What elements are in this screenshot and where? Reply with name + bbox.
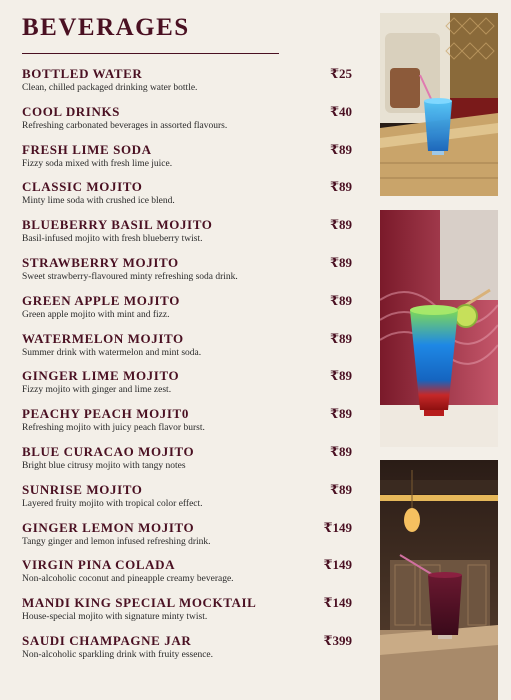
- item-name: PEACHY PEACH MOJIT0: [22, 406, 189, 422]
- menu-item: [22, 331, 352, 369]
- item-description: House-special mojito with signature minty twist.: [22, 612, 208, 623]
- menu-item: [22, 66, 352, 104]
- menu-item: [22, 595, 352, 633]
- item-price: ₹89: [329, 330, 352, 346]
- item-price: ₹149: [323, 557, 352, 573]
- menu-item: [22, 217, 352, 255]
- item-description: Minty lime soda with crushed ice blend.: [22, 196, 175, 207]
- item-description: Layered fruity mojito with tropical color effect.: [22, 498, 203, 509]
- item-price: ₹89: [329, 292, 352, 308]
- item-price: ₹40: [329, 103, 352, 119]
- item-price: ₹25: [329, 66, 352, 81]
- item-price: ₹89: [329, 254, 352, 270]
- menu-item: [22, 557, 352, 595]
- item-price: ₹89: [329, 368, 352, 384]
- layered-mojito-photo: [380, 210, 498, 447]
- menu-item: [22, 520, 352, 558]
- page-title: BEVERAGES: [22, 14, 190, 41]
- item-price: ₹89: [329, 443, 352, 459]
- menu-item: [22, 179, 352, 217]
- item-name: GINGER LIME MOJITO: [22, 368, 180, 384]
- item-price: ₹149: [323, 519, 352, 535]
- blue-drink-photo: [380, 13, 498, 196]
- item-price: ₹399: [323, 632, 352, 648]
- menu-item: [22, 482, 352, 520]
- menu-item: [22, 142, 352, 180]
- item-name: WATERMELON MOJITO: [22, 330, 184, 346]
- item-description: Sweet strawberry-flavoured minty refreshing soda drink.: [22, 271, 238, 282]
- menu-item: [22, 368, 352, 406]
- item-name: MANDI KING SPECIAL MOCKTAIL: [22, 595, 257, 611]
- item-name: CLASSIC MOJITO: [22, 179, 143, 195]
- item-name: BOTTLED WATER: [22, 66, 143, 81]
- item-name: GINGER LEMON MOJITO: [22, 519, 195, 535]
- item-price: ₹89: [329, 406, 352, 422]
- beverage-menu-list: [22, 66, 352, 671]
- menu-item: [22, 633, 352, 671]
- item-description: Fizzy soda mixed with fresh lime juice.: [22, 158, 173, 169]
- item-description: Non-alcoholic coconut and pineapple creamy beverage.: [22, 574, 234, 585]
- item-description: Clean, chilled packaged drinking water bottle.: [22, 83, 198, 93]
- item-name: BLUEBERRY BASIL MOJITO: [22, 217, 213, 233]
- item-name: SUNRISE MOJITO: [22, 481, 143, 497]
- menu-item: [22, 406, 352, 444]
- item-price: ₹89: [329, 179, 352, 195]
- item-name: VIRGIN PINA COLADA: [22, 557, 176, 573]
- item-description: Green apple mojito with mint and fizz.: [22, 309, 170, 320]
- menu-item: [22, 255, 352, 293]
- item-description: Non-alcoholic sparkling drink with fruity essence.: [22, 649, 214, 660]
- item-price: ₹89: [329, 217, 352, 233]
- item-name: FRESH LIME SODA: [22, 141, 152, 157]
- item-price: ₹89: [329, 141, 352, 157]
- item-description: Basil-infused mojito with fresh blueberry twist.: [22, 234, 203, 245]
- item-description: Fizzy mojito with ginger and lime zest.: [22, 385, 172, 396]
- item-description: Refreshing carbonated beverages in assorted flavours.: [22, 120, 228, 131]
- item-name: COOL DRINKS: [22, 103, 120, 119]
- red-drink-photo: [380, 460, 498, 700]
- item-description: Bright blue citrusy mojito with tangy notes: [22, 460, 186, 471]
- item-name: SAUDI CHAMPAGNE JAR: [22, 632, 192, 648]
- item-description: Tangy ginger and lemon infused refreshing drink.: [22, 536, 211, 547]
- item-name: BLUE CURACAO MOJITO: [22, 443, 195, 459]
- item-name: STRAWBERRY MOJITO: [22, 254, 179, 270]
- item-description: Summer drink with watermelon and mint soda.: [22, 347, 202, 358]
- title-divider: [22, 53, 279, 54]
- menu-item: [22, 104, 352, 142]
- item-price: ₹89: [329, 481, 352, 497]
- menu-item: [22, 293, 352, 331]
- menu-item: [22, 444, 352, 482]
- item-price: ₹149: [323, 595, 352, 611]
- item-description: Refreshing mojito with juicy peach flavor burst.: [22, 423, 205, 434]
- item-name: GREEN APPLE MOJITO: [22, 292, 180, 308]
